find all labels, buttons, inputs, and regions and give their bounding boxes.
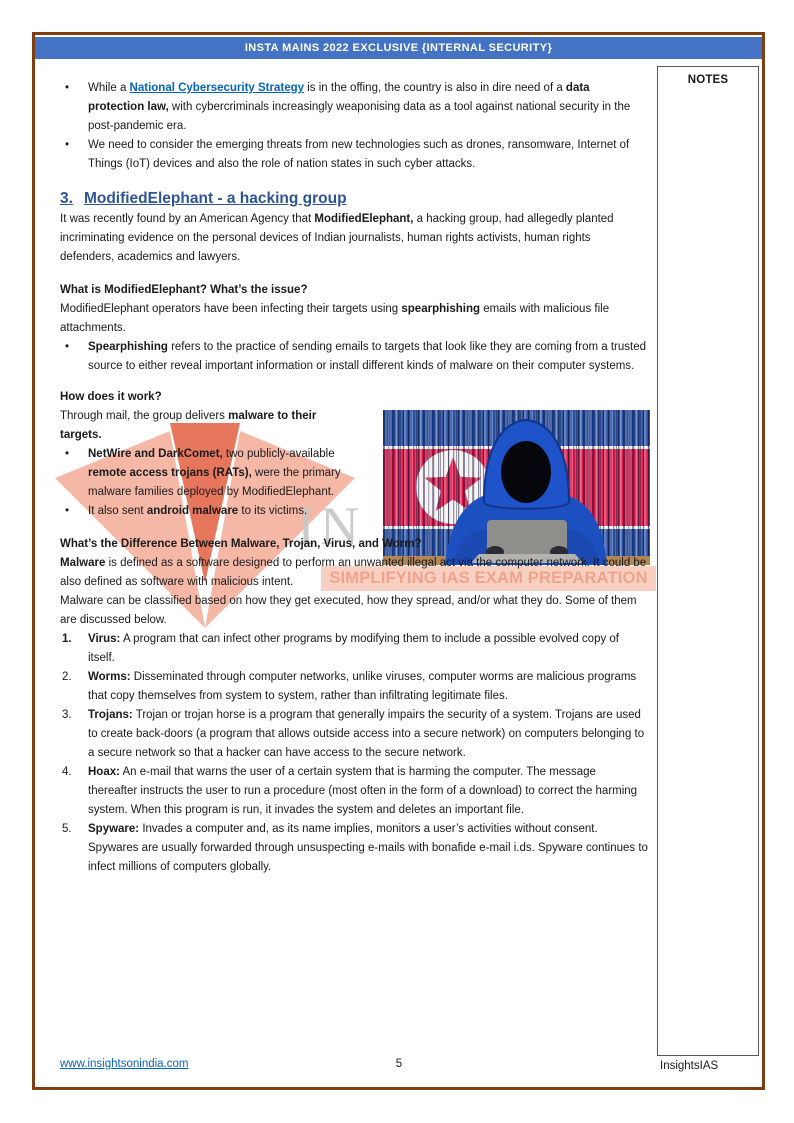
page-header-title: INSTA MAINS 2022 EXCLUSIVE {INTERNAL SECURITY} bbox=[35, 37, 762, 59]
item-text bbox=[88, 136, 648, 174]
bullet-marker: • bbox=[65, 448, 70, 460]
item-number: 5. bbox=[62, 823, 72, 835]
text-segment: Trojans: bbox=[88, 709, 133, 721]
section-title: ModifiedElephant - a hacking group bbox=[83, 190, 347, 207]
subheading-what-is: What is ModifiedElephant? What’s the issue? bbox=[60, 284, 308, 296]
subheading-difference: What’s the Difference Between Malware, Trojan, Virus, and Worm? bbox=[60, 538, 422, 550]
item-text bbox=[88, 763, 648, 820]
subheading-how-it-works: How does it work? bbox=[60, 391, 162, 403]
bullet-item bbox=[60, 502, 360, 521]
item-number: 4. bbox=[62, 766, 72, 778]
bullet-item bbox=[60, 445, 360, 502]
item-text bbox=[88, 79, 648, 136]
bullet-marker: • bbox=[65, 139, 70, 151]
text-segment: emails with malicious file attachments. bbox=[60, 303, 610, 334]
text-segment: is in the offing, the country is also in dire need of a bbox=[304, 82, 566, 94]
numbered-item bbox=[60, 763, 648, 820]
spacer bbox=[60, 521, 648, 535]
section-heading bbox=[60, 188, 648, 210]
text-segment: Trojan or trojan horse is a program that generally impairs the security of a system. Trojans are used to create back-doors (a program that allows outside access into a secure network) on computers belonging to a secure network so that a hacker can have access to the secure network. bbox=[88, 709, 645, 759]
item-text bbox=[88, 706, 648, 763]
bullet-marker: • bbox=[65, 505, 70, 517]
text-segment: While a bbox=[88, 82, 130, 94]
paragraph bbox=[60, 407, 360, 445]
item-text bbox=[88, 820, 648, 877]
text-segment: A program that can infect other programs by modifying them to include a possible evolved copy of itself. bbox=[88, 633, 619, 664]
malware-list bbox=[60, 630, 648, 877]
notes-box bbox=[657, 66, 759, 1056]
text-segment: were the primary malware families deployed by ModifiedElephant. bbox=[88, 467, 341, 498]
spearphishing-bullet-list bbox=[60, 338, 648, 376]
text-segment: android malware bbox=[146, 505, 239, 517]
text-segment: Through mail, the group delivers bbox=[60, 410, 229, 422]
text-segment: An e-mail that warns the user of a certain system that is harming the computer. The message thereafter instructs the user to run a procedure (most often in the form of a download) to correct the harming system. When this program is run, it invades the system and deletes an important file. bbox=[88, 766, 638, 816]
how-bullet-list bbox=[60, 445, 360, 521]
item-number: 2. bbox=[62, 671, 72, 683]
spacer bbox=[60, 174, 648, 188]
bullet-marker: • bbox=[65, 341, 70, 353]
how-it-works-column bbox=[60, 388, 360, 521]
numbered-item bbox=[60, 820, 648, 877]
text-segment: malware to their targets. bbox=[60, 410, 317, 441]
text-segment: It was recently found by an American Agency that bbox=[60, 213, 315, 225]
text-segment: Malware can be classified based on how they get executed, how they spread, and/or what they do. Some of them are discussed below. bbox=[60, 595, 637, 626]
section-number: 3. bbox=[60, 190, 73, 207]
numbered-item bbox=[60, 706, 648, 763]
paragraph bbox=[60, 554, 648, 592]
paragraph bbox=[60, 300, 648, 338]
item-text bbox=[88, 338, 648, 376]
text-segment: Spearphishing bbox=[88, 341, 168, 353]
text-segment: Virus: bbox=[88, 633, 121, 645]
text-segment: We need to consider the emerging threats from new technologies such as drones, ransomware, Internet of Things (IoT) devices and also the role of nation states in such cyber attacks. bbox=[88, 139, 630, 170]
document-body bbox=[60, 79, 648, 877]
item-text bbox=[88, 630, 648, 668]
text-segment: Disseminated through computer networks, unlike viruses, computer worms are malicious programs that copy themselves from system to system, rather than infiltrating legitimate files. bbox=[88, 671, 637, 702]
notes-label: NOTES bbox=[687, 74, 729, 86]
bullet-marker: • bbox=[65, 82, 70, 94]
item-number: 3. bbox=[62, 709, 72, 721]
text-segment: a hacking group, had allegedly planted incriminating evidence on the personal devices of Indian journalists, human rights activists, human rights defenders, academics and lawyers. bbox=[60, 213, 614, 263]
footer-page-number: 5 bbox=[395, 1058, 403, 1070]
text-segment: Hoax: bbox=[88, 766, 120, 778]
item-text bbox=[88, 502, 360, 521]
footer-website-link[interactable]: www.insightsonindia.com bbox=[60, 1058, 189, 1070]
text-segment: data protection law, bbox=[88, 82, 590, 113]
numbered-item bbox=[60, 668, 648, 706]
item-text bbox=[88, 445, 360, 502]
text-segment: two publicly-available bbox=[222, 448, 335, 460]
footer-brand: InsightsIAS bbox=[660, 1060, 719, 1072]
text-segment: with cybercriminals increasingly weaponising data as a tool against national security in the post-pandemic era. bbox=[88, 101, 631, 132]
bullet-item bbox=[60, 79, 648, 136]
watermark-banner: SIMPLIFYING IAS EXAM PREPARATION bbox=[321, 566, 656, 591]
text-segment: ModifiedElephant operators have been infecting their targets using bbox=[60, 303, 402, 315]
spacer bbox=[60, 267, 648, 281]
inline-hyperlink[interactable]: National Cybersecurity Strategy bbox=[129, 82, 305, 94]
spacer bbox=[60, 376, 648, 388]
section-intro-paragraph bbox=[60, 210, 648, 267]
intro-bullet-list bbox=[60, 79, 648, 174]
text-segment: Spyware: bbox=[88, 823, 140, 835]
bullet-item bbox=[60, 136, 648, 174]
text-segment: remote access trojans (RATs), bbox=[88, 467, 252, 479]
paragraph bbox=[60, 592, 648, 630]
text-segment: It also sent bbox=[88, 505, 147, 517]
numbered-item bbox=[60, 630, 648, 668]
item-number: 1. bbox=[62, 633, 72, 645]
text-segment: refers to the practice of sending emails to targets that look like they are coming from a trusted source to either reveal important information or install different kinds of malware on their computer systems. bbox=[88, 341, 646, 372]
insights-watermark-text: IN bbox=[297, 496, 364, 556]
text-segment: ModifiedElephant, bbox=[314, 213, 414, 225]
text-segment: to its victims. bbox=[238, 505, 308, 517]
text-segment: is defined as a software designed to perform an unwanted illegal act via the computer network. It could be also defined as software with malicious intent. bbox=[60, 557, 647, 588]
bullet-item bbox=[60, 338, 648, 376]
text-segment: spearphishing bbox=[401, 303, 480, 315]
text-segment: NetWire and DarkComet, bbox=[88, 448, 223, 460]
text-segment: Invades a computer and, as its name implies, monitors a user’s activities without consent. Spywares are usually forwarded through unsuspecting e-mails with bonafide e-mail i.ds. Spyware continues to infect millions of computers globally. bbox=[88, 823, 648, 873]
item-text bbox=[88, 668, 648, 706]
text-segment: Malware bbox=[60, 557, 106, 569]
text-segment: Worms: bbox=[88, 671, 131, 683]
